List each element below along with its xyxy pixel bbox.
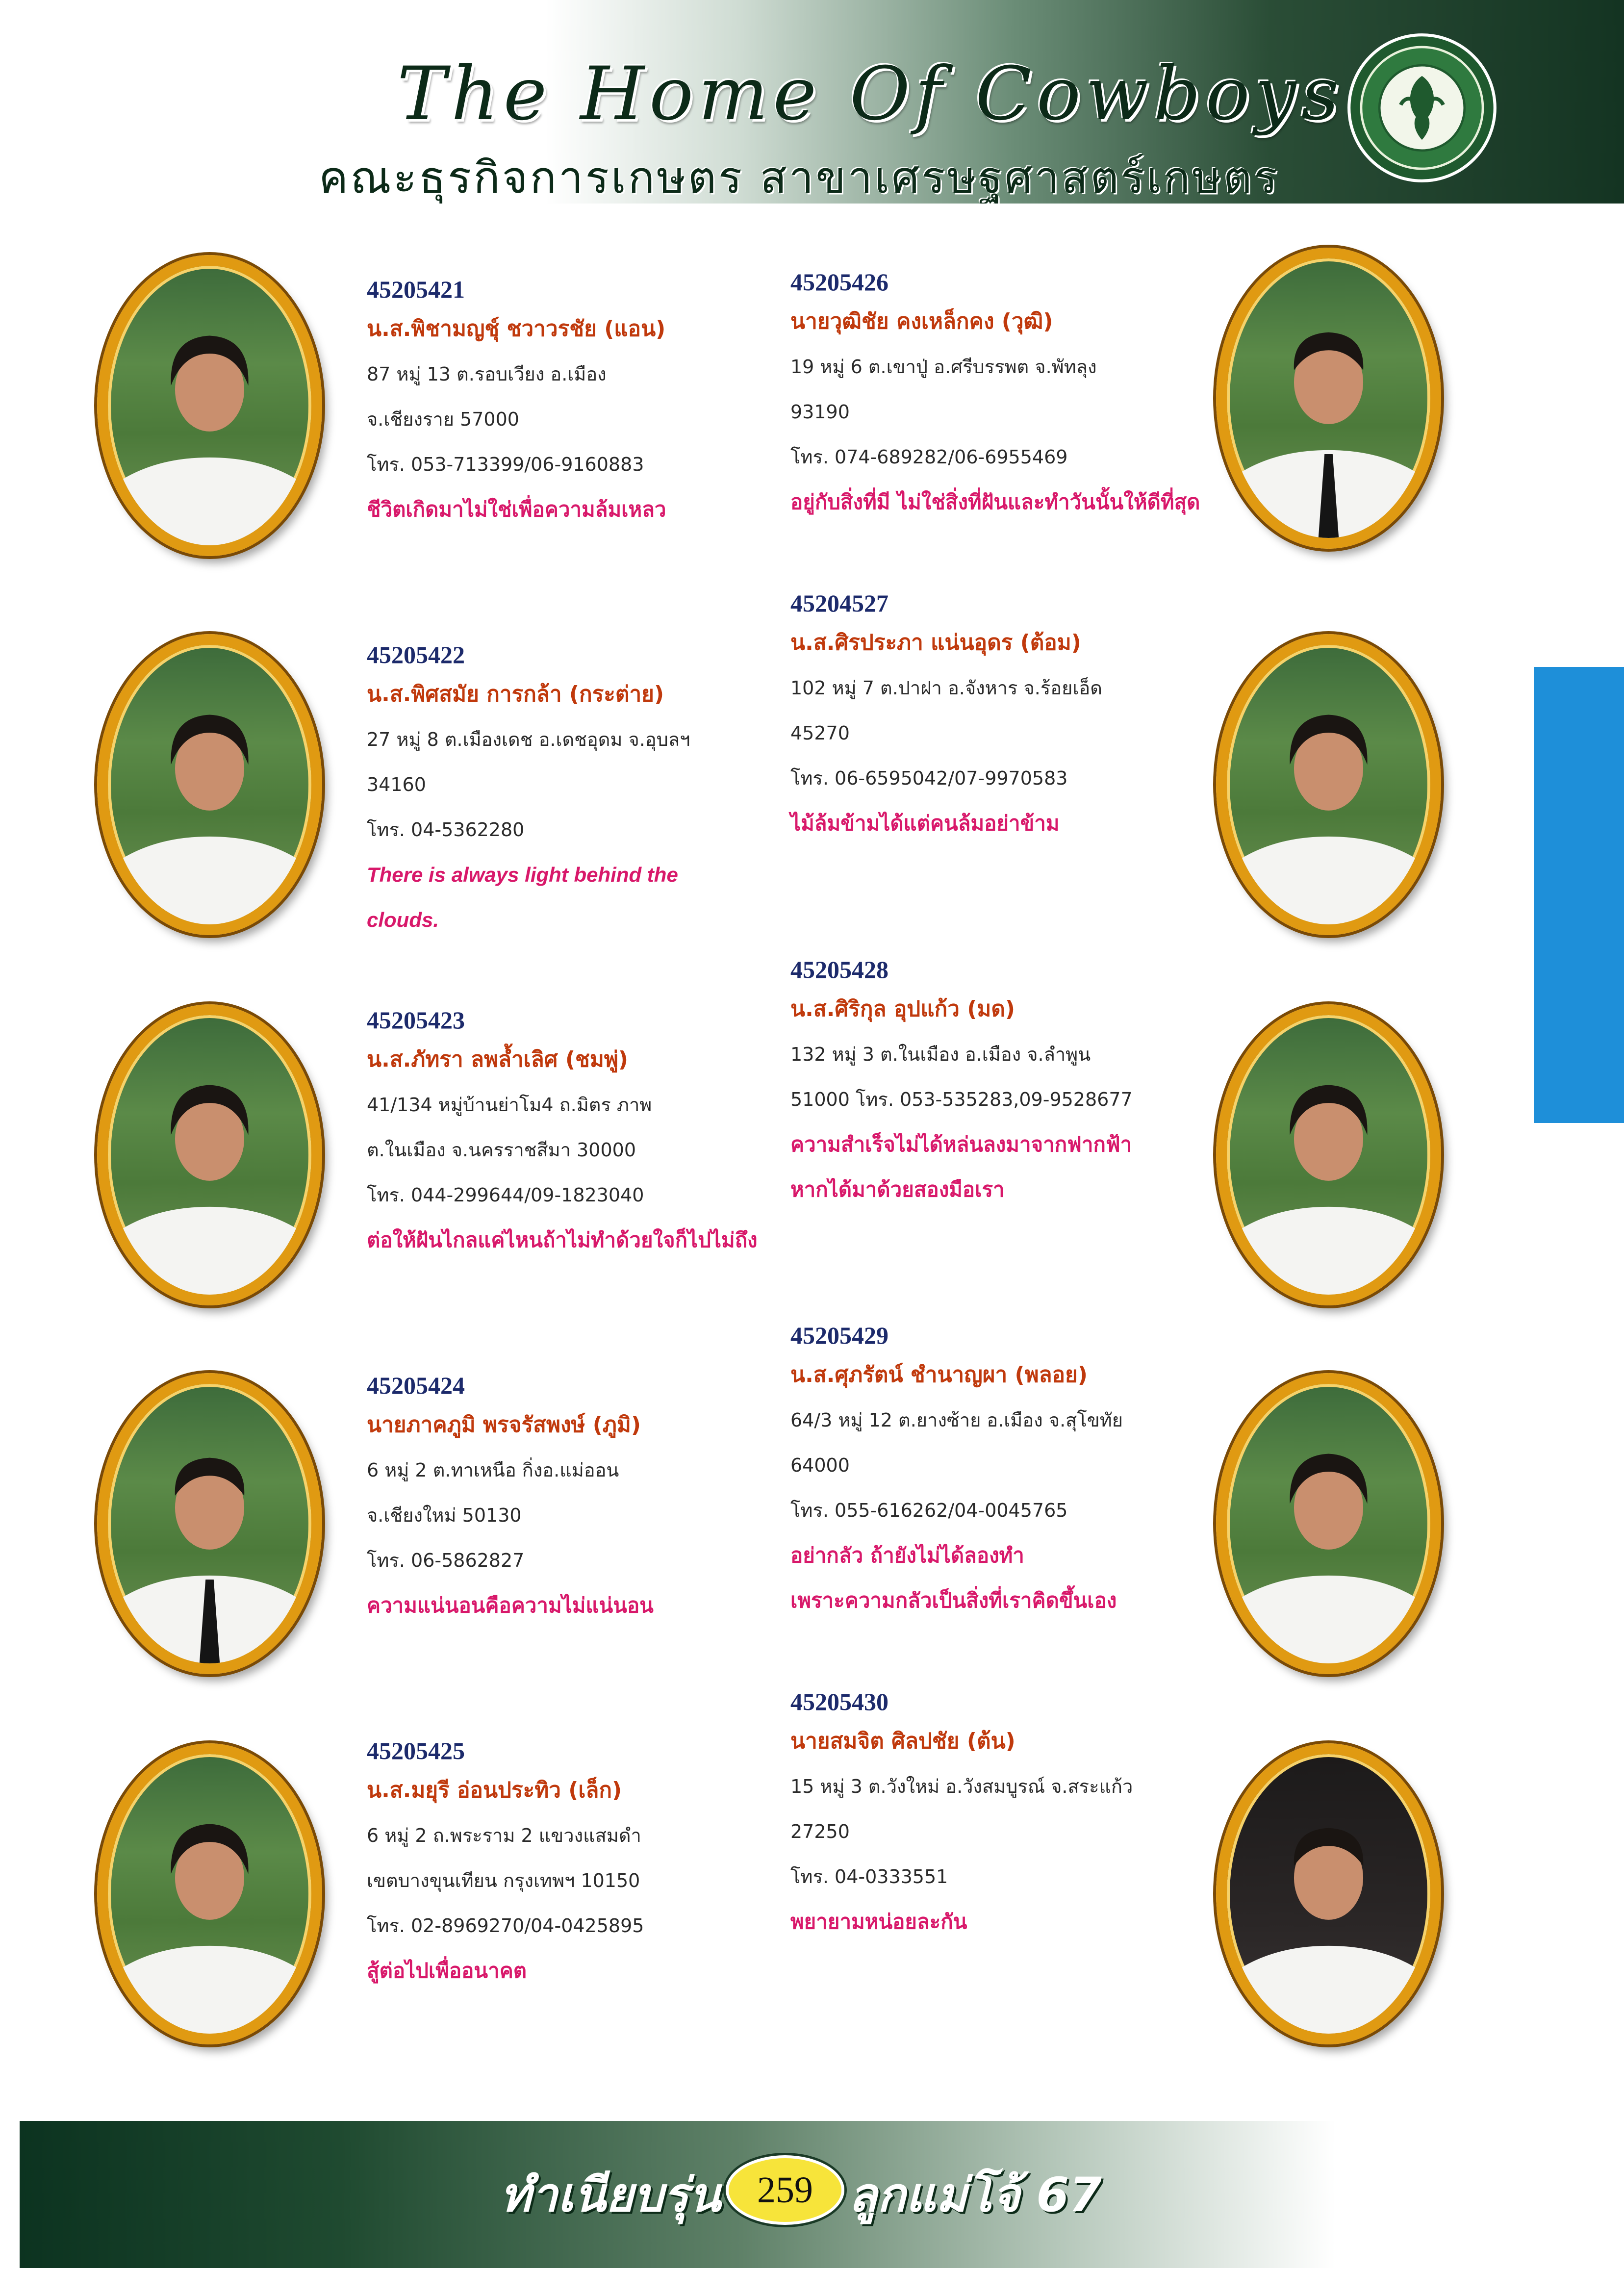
student-address: 6 หมู่ 2 ต.ทาเหนือ กิ่งอ.แม่ออน (367, 1459, 619, 1481)
student-address: 6 หมู่ 2 ถ.พระราม 2 แขวงแสมดำ (367, 1825, 641, 1846)
student-quote: ความแน่นอนคือความไม่แน่นอน (367, 1593, 654, 1617)
student-entry (367, 1003, 837, 1263)
student-address: 87 หมู่ 13 ต.รอบเวียง อ.เมือง (367, 363, 607, 385)
page-number: 259 (726, 2155, 844, 2225)
student-entry (367, 272, 837, 532)
student-entry (790, 265, 1261, 525)
student-name: น.ส.ภัทรา ลพล้ำเลิศ (ชมพู่) (367, 1047, 629, 1072)
student-entry (367, 1368, 837, 1628)
student-name: น.ส.พิศสมัย การกล้า (กระต่าย) (367, 682, 664, 707)
student-id: 45205421 (367, 276, 465, 303)
student-quote: พยายามหน่อยละกัน (790, 1910, 967, 1934)
student-quote: หากได้มาด้วยสองมือเรา (790, 1177, 1005, 1201)
student-name: น.ส.ศิรประภา แน่นอุดร (ต้อม) (790, 630, 1081, 655)
student-address: 51000 โทร. 053-535283,09-9528677 (790, 1089, 1133, 1110)
student-name: น.ส.ศุภรัตน์ ชำนาญผา (พลอย) (790, 1362, 1088, 1387)
student-address: 27 หมู่ 8 ต.เมืองเดช อ.เดชอุดม จ.อุบลฯ (367, 729, 690, 750)
student-id: 45205424 (367, 1372, 465, 1399)
student-address: เขตบางขุนเทียน กรุงเทพฯ 10150 (367, 1870, 640, 1891)
student-quote: clouds. (367, 908, 439, 931)
student-quote: ต่อให้ฝันไกลแค่ไหนถ้าไม่ทำด้วยใจก็ไปไม่ถึง (367, 1228, 758, 1252)
student-address: 41/134 หมู่บ้านย่าโม4 ถ.มิตร ภาพ (367, 1094, 652, 1116)
student-photo (97, 1373, 322, 1674)
student-address: 19 หมู่ 6 ต.เขาปู่ อ.ศรีบรรพต จ.พัทลุง (790, 356, 1097, 378)
student-address: 27250 (790, 1821, 850, 1842)
student-id: 45205426 (790, 268, 888, 296)
student-name: นายสมจิต ศิลปชัย (ต้น) (790, 1729, 1015, 1754)
student-photo (97, 1743, 322, 2044)
student-entry (790, 1318, 1261, 1623)
header-subtitle: คณะธุรกิจการเกษตร สาขาเศรษฐศาสตร์เกษตร (319, 152, 1280, 204)
student-phone: โทร. 055-616262/04-0045765 (790, 1500, 1068, 1521)
student-address: 45270 (790, 722, 850, 744)
student-phone: โทร. 053-713399/06-9160883 (367, 454, 644, 475)
student-photo (97, 255, 322, 556)
student-address: 15 หมู่ 3 ต.วังใหม่ อ.วังสมบูรณ์ จ.สระแก้ว (790, 1776, 1133, 1797)
student-entry (790, 586, 1261, 846)
student-address: 93190 (790, 401, 850, 423)
student-entry (790, 1684, 1261, 1944)
student-phone: โทร. 06-6595042/07-9970583 (790, 767, 1068, 789)
student-id: 45205422 (367, 641, 465, 668)
student-phone: โทร. 06-5862827 (367, 1550, 525, 1571)
student-photo (97, 634, 322, 935)
footer-left-text: ทำเนียบรุ่น (500, 2168, 721, 2222)
student-id: 45205430 (790, 1688, 888, 1715)
header-title: The Home Of Cowboys (397, 51, 1344, 137)
student-quote: ไม้ล้มข้ามได้แต่คนล้มอย่าข้าม (790, 811, 1060, 835)
student-phone: โทร. 04-0333551 (790, 1866, 948, 1887)
student-entry (367, 638, 837, 943)
student-address: ต.ในเมือง จ.นครราชสีมา 30000 (367, 1139, 636, 1161)
student-address: จ.เชียงใหม่ 50130 (367, 1504, 522, 1526)
student-quote: อย่ากลัว ถ้ายังไม่ได้ลองทำ (790, 1543, 1024, 1567)
student-photo (97, 1004, 322, 1305)
student-quote: ชีวิตเกิดมาไม่ใช่เพื่อความล้มเหลว (367, 497, 666, 521)
student-quote: เพราะความกลัวเป็นสิ่งที่เราคิดขึ้นเอง (790, 1588, 1117, 1612)
student-address: 64/3 หมู่ 12 ต.ยางซ้าย อ.เมือง จ.สุโขทัย (790, 1409, 1123, 1431)
student-address: 102 หมู่ 7 ต.ปาฝา อ.จังหาร จ.ร้อยเอ็ด (790, 677, 1102, 699)
student-name: นายวุฒิชัย คงเหล็กคง (วุฒิ) (790, 309, 1053, 334)
student-quote: อยู่กับสิ่งที่มี ไม่ใช่สิ่งที่ฝันและทำวันนั้นให้ดีที่สุด (790, 490, 1200, 514)
student-name: น.ส.ศิริกุล อุปแก้ว (มด) (790, 996, 1015, 1021)
student-phone: โทร. 044-299644/09-1823040 (367, 1184, 644, 1206)
student-name: น.ส.มยุรี อ่อนประทิว (เล็ก) (367, 1778, 622, 1803)
student-name: น.ส.พิชามญชุ์ ชวาวรชัย (แอน) (367, 316, 666, 341)
student-address: 132 หมู่ 3 ต.ในเมือง อ.เมือง จ.ลำพูน (790, 1044, 1091, 1065)
student-id: 45204527 (790, 589, 888, 617)
student-phone: โทร. 02-8969270/04-0425895 (367, 1915, 644, 1937)
student-quote: There is always light behind the (367, 863, 678, 886)
student-phone: โทร. 074-689282/06-6955469 (790, 446, 1068, 468)
student-address: 64000 (790, 1454, 850, 1476)
student-id: 45205423 (367, 1006, 465, 1034)
footer-right-text: ลูกแม่โจ้ 67 (848, 2168, 1102, 2222)
student-quote: ความสำเร็จไม่ได้หล่นลงมาจากฟากฟ้า (790, 1132, 1132, 1156)
university-seal-icon (1346, 32, 1498, 184)
student-address: 34160 (367, 774, 426, 795)
student-id: 45205428 (790, 956, 888, 983)
side-tab-marker (1534, 667, 1624, 1123)
student-phone: โทร. 04-5362280 (367, 819, 525, 841)
student-id: 45205429 (790, 1322, 888, 1349)
student-name: นายภาคภูมิ พรจรัสพงษ์ (ภูมิ) (367, 1412, 641, 1437)
student-entry (367, 1734, 837, 1993)
student-entry (790, 952, 1261, 1212)
student-id: 45205425 (367, 1737, 465, 1764)
student-quote: สู้ต่อไปเพื่ออนาคต (367, 1959, 527, 1983)
student-address: จ.เชียงราย 57000 (367, 408, 519, 430)
